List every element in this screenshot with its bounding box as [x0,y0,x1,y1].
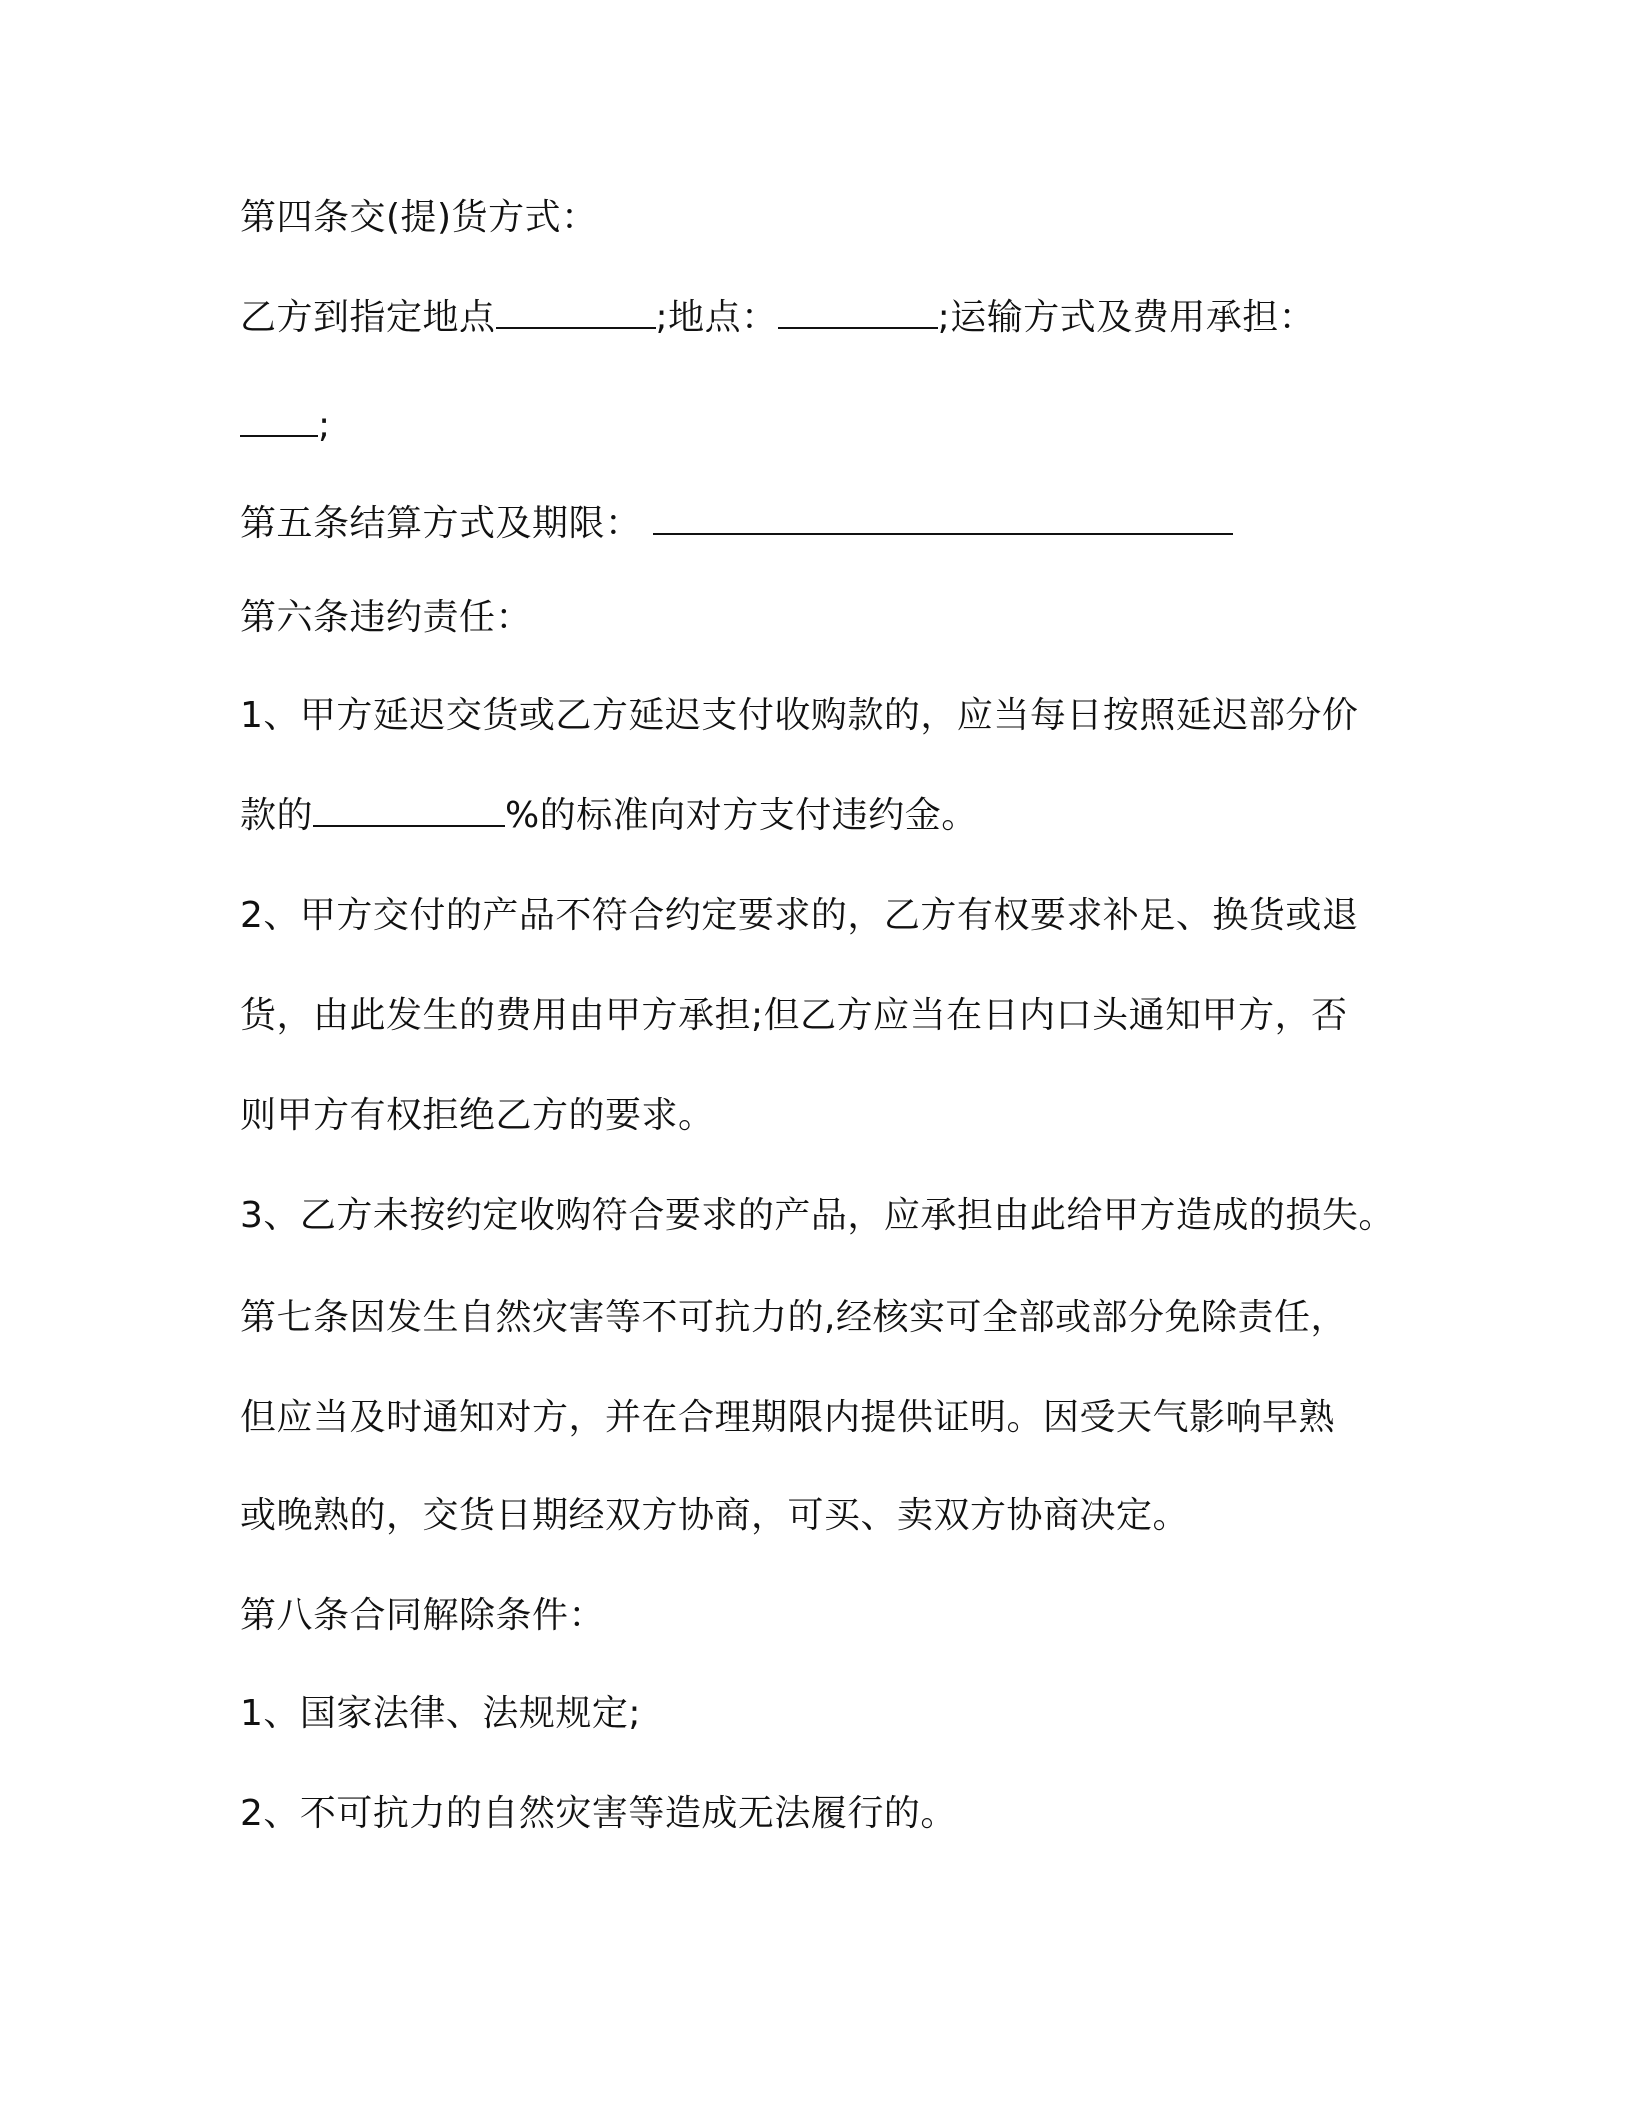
article-4-heading-text: 第四条交(提)货方式： [240,197,598,238]
article-7-line-3 [240,1494,1189,1538]
article-6-item-1-line-1 [240,694,1358,738]
article-7-text-3: 或晚熟的，交货日期经双方协商，可买、卖双方协商决定。 [240,1495,1190,1536]
article-8-item-2-text: 2、不可抗力的自然灾害等造成无法履行的。 [240,1793,957,1834]
article-8-item-1-text: 1、国家法律、法规规定; [240,1693,642,1734]
article-6-item-2-text-3: 则甲方有权拒绝乙方的要求。 [240,1095,715,1136]
article-7-line-2 [240,1396,1335,1440]
article-6-item-2-text-2: 货，由此发生的费用由甲方承担;但乙方应当在日内口头通知甲方，否 [240,995,1348,1036]
article-6-item-2-text-1: 2、甲方交付的产品不符合约定要求的，乙方有权要求补足、换货或退 [240,895,1359,936]
article-4-line-1-prefix: 乙方到指定地点 [240,297,496,338]
article-6-item-2-line-1 [240,894,1358,938]
location-blank[interactable] [496,297,656,329]
address-blank[interactable] [778,297,938,329]
settlement-blank[interactable] [653,503,1233,535]
article-4-line-1-location-label: ;地点： [655,297,778,338]
article-6-item-1-line-2 [240,794,978,838]
article-4-line-1-transport-label: ;运输方式及费用承担： [937,297,1316,338]
article-7-text-1: 第七条因发生自然灾害等不可抗力的,经核实可全部或部分免除责任， [240,1297,1347,1338]
article-6-heading [240,596,532,640]
transport-cost-blank[interactable] [240,405,318,437]
penalty-rate-blank[interactable] [313,795,505,827]
article-6-item-1-prefix: 款的 [240,795,314,836]
article-5-label: 第五条结算方式及期限： [240,503,642,544]
article-6-item-2-line-2 [240,994,1348,1038]
article-4-line-2 [240,404,331,448]
article-4-heading [240,196,598,240]
article-8-heading [240,1594,605,1638]
article-8-item-1 [240,1692,641,1736]
article-6-item-1-text-1: 1、甲方延迟交货或乙方延迟支付收购款的，应当每日按照延迟部分价 [240,695,1359,736]
article-8-item-2 [240,1792,957,1836]
article-6-item-1-suffix: %的标准向对方支付违约金。 [505,795,978,836]
article-6-item-3-text: 3、乙方未按约定收购符合要求的产品，应承担由此给甲方造成的损失。 [240,1195,1395,1236]
article-6-heading-text: 第六条违约责任： [240,597,533,638]
article-7-line-1 [240,1296,1347,1340]
article-6-item-2-line-3 [240,1094,715,1138]
article-5-line [240,502,1233,546]
article-7-text-2: 但应当及时通知对方，并在合理期限内提供证明。因受天气影响早熟 [240,1397,1336,1438]
article-8-heading-text: 第八条合同解除条件： [240,1595,606,1636]
article-4-line-2-suffix: ; [318,405,331,446]
article-4-line-1 [240,296,1315,340]
article-6-item-3 [240,1194,1395,1238]
